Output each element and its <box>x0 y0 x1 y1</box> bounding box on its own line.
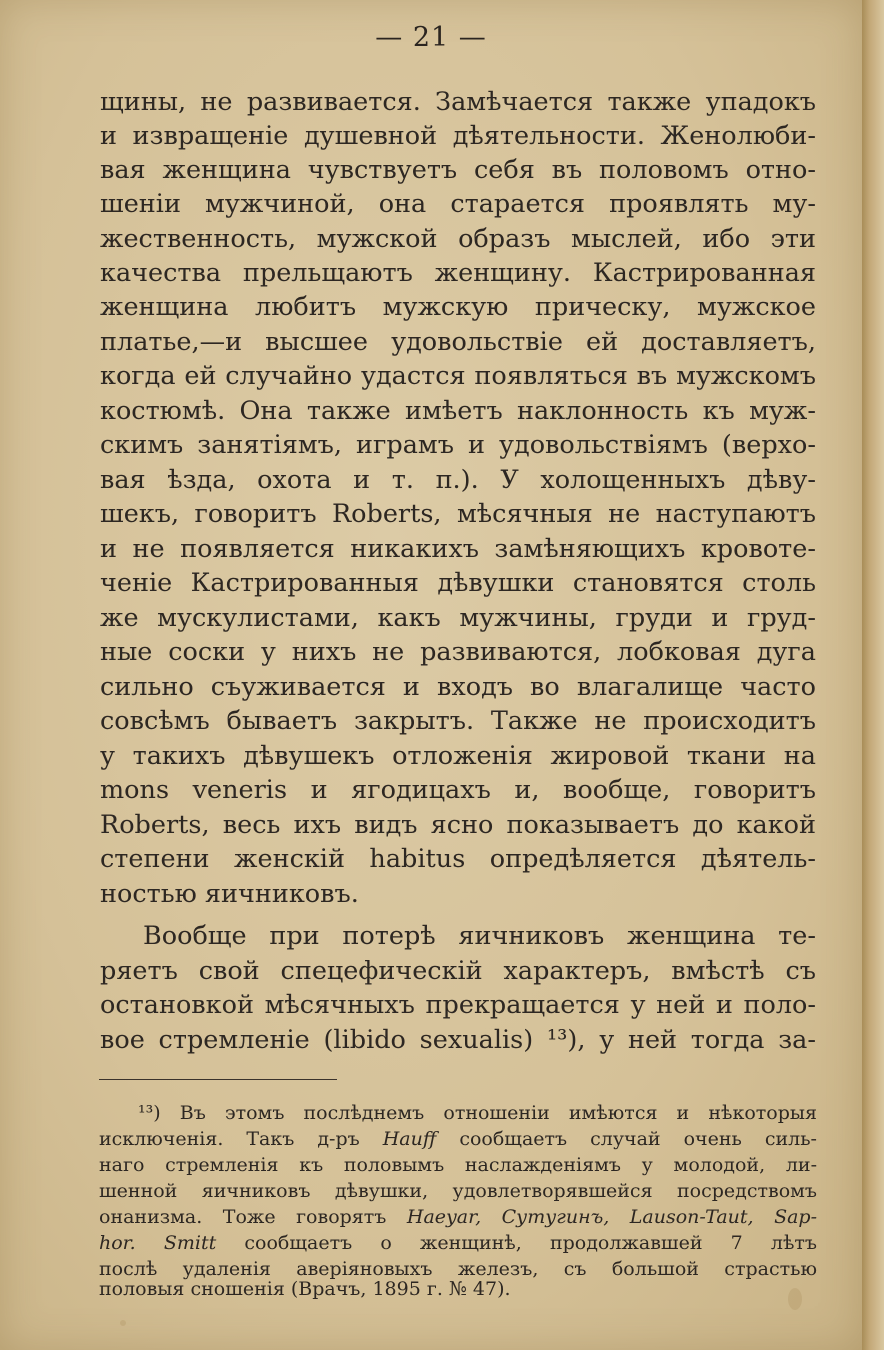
text-line: костюмѣ. Она также имѣетъ наклонность къ муж- <box>100 396 816 426</box>
footnote-marker: ¹³) <box>138 1102 161 1124</box>
text-line: жественность, мужской образъ мыслей, ибо эти <box>100 224 816 254</box>
text-line: и извращеніе душевной дѣятельности. Женолюби- <box>100 121 816 151</box>
text-line: же мускулистами, какъ мужчины, груди и груд- <box>100 603 816 633</box>
footnote-text: исключенія. Такъ д-ръ <box>99 1128 383 1150</box>
footnote-text: сообщаетъ о женщинѣ, продолжавшей 7 лѣтъ <box>216 1232 817 1254</box>
text-line: вая женщина чувствуетъ себя въ половомъ отно- <box>100 155 816 185</box>
text-line: mons veneris и ягодицахъ и, вообще, говоритъ <box>100 775 816 805</box>
text-line: степени женскій habitus опредѣляется дѣятель- <box>100 844 816 874</box>
text-line: ченіе Кастрированныя дѣвушки становятся столь <box>100 568 816 598</box>
text-line: щины, не развивается. Замѣчается также упадокъ <box>100 87 816 117</box>
footnote-line <box>138 1100 817 1126</box>
footnote-text: сообщаетъ случай очень силь- <box>436 1128 817 1150</box>
text-line: вое стремленіе (libido sexualis) ¹³), у ней тогда за- <box>100 1025 816 1055</box>
page-number: — 21 — <box>375 22 487 53</box>
footnote-separator <box>99 1079 337 1080</box>
footnote-line: послѣ удаленія аверіяновыхъ железъ, съ большой страстью <box>99 1258 817 1280</box>
book-gutter <box>862 0 884 1350</box>
text-line: шеніи мужчиной, она старается проявлять му- <box>100 189 816 219</box>
footnote-line <box>99 1204 817 1230</box>
author-name: Hauff <box>382 1128 437 1150</box>
paragraph-start: Вообще при потерѣ яичниковъ женщина те- <box>143 921 816 951</box>
footnote-line <box>99 1126 817 1152</box>
text-line: шекъ, говоритъ Roberts, мѣсячныя не наступаютъ <box>100 499 816 529</box>
footnote-line: наго стремленія къ половымъ наслажденіямъ у молодой, ли- <box>99 1154 817 1176</box>
text-line: женщина любитъ мужскую прическу, мужское <box>100 292 816 322</box>
paper-stain <box>120 1320 126 1326</box>
footnote-text: Въ этомъ послѣднемъ отношеніи имѣются и нѣкоторыя <box>179 1102 817 1124</box>
text-line: качества прельщаютъ женщину. Кастрированная <box>100 258 816 288</box>
footnote-line: шенной яичниковъ дѣвушки, удовлетворявшейся посредствомъ <box>99 1180 817 1202</box>
text-line: остановкой мѣсячныхъ прекращается у ней и поло- <box>100 990 816 1020</box>
text-line: совсѣмъ бываетъ закрытъ. Также не происходитъ <box>100 706 816 736</box>
text-line: скимъ занятіямъ, играмъ и удовольствіямъ (верхо- <box>100 430 816 460</box>
footnote-line: половыя сношенія (Врачъ, 1895 г. № 47). <box>99 1278 511 1300</box>
footnote-text: онанизма. Тоже говорятъ <box>99 1206 407 1228</box>
text-line: платье,—и высшее удовольствіе ей доставляетъ, <box>100 327 816 357</box>
text-line: вая ѣзда, охота и т. п.). У холощенныхъ дѣву- <box>100 465 816 495</box>
text-line: у такихъ дѣвушекъ отложенія жировой ткани на <box>100 741 816 771</box>
text-line: сильно съуживается и входъ во влагалище часто <box>100 672 816 702</box>
text-line: и не появляется никакихъ замѣняющихъ кровоте- <box>100 534 816 564</box>
text-line: Roberts, весь ихъ видъ ясно показываетъ до какой <box>100 810 816 840</box>
text-line: когда ей случайно удастся появляться въ мужскомъ <box>100 361 816 391</box>
text-line: ряетъ свой спецефическій характеръ, вмѣстѣ съ <box>100 956 816 986</box>
author-names: Haeyar, Сутугинъ, Lauson-Taut, Sap- <box>406 1206 817 1228</box>
author-name: hor. Smitt <box>99 1232 217 1254</box>
text-line: ные соски у нихъ не развиваются, лобковая дуга <box>100 637 816 667</box>
text-line: ностью яичниковъ. <box>100 879 359 909</box>
footnote-line <box>99 1230 817 1256</box>
